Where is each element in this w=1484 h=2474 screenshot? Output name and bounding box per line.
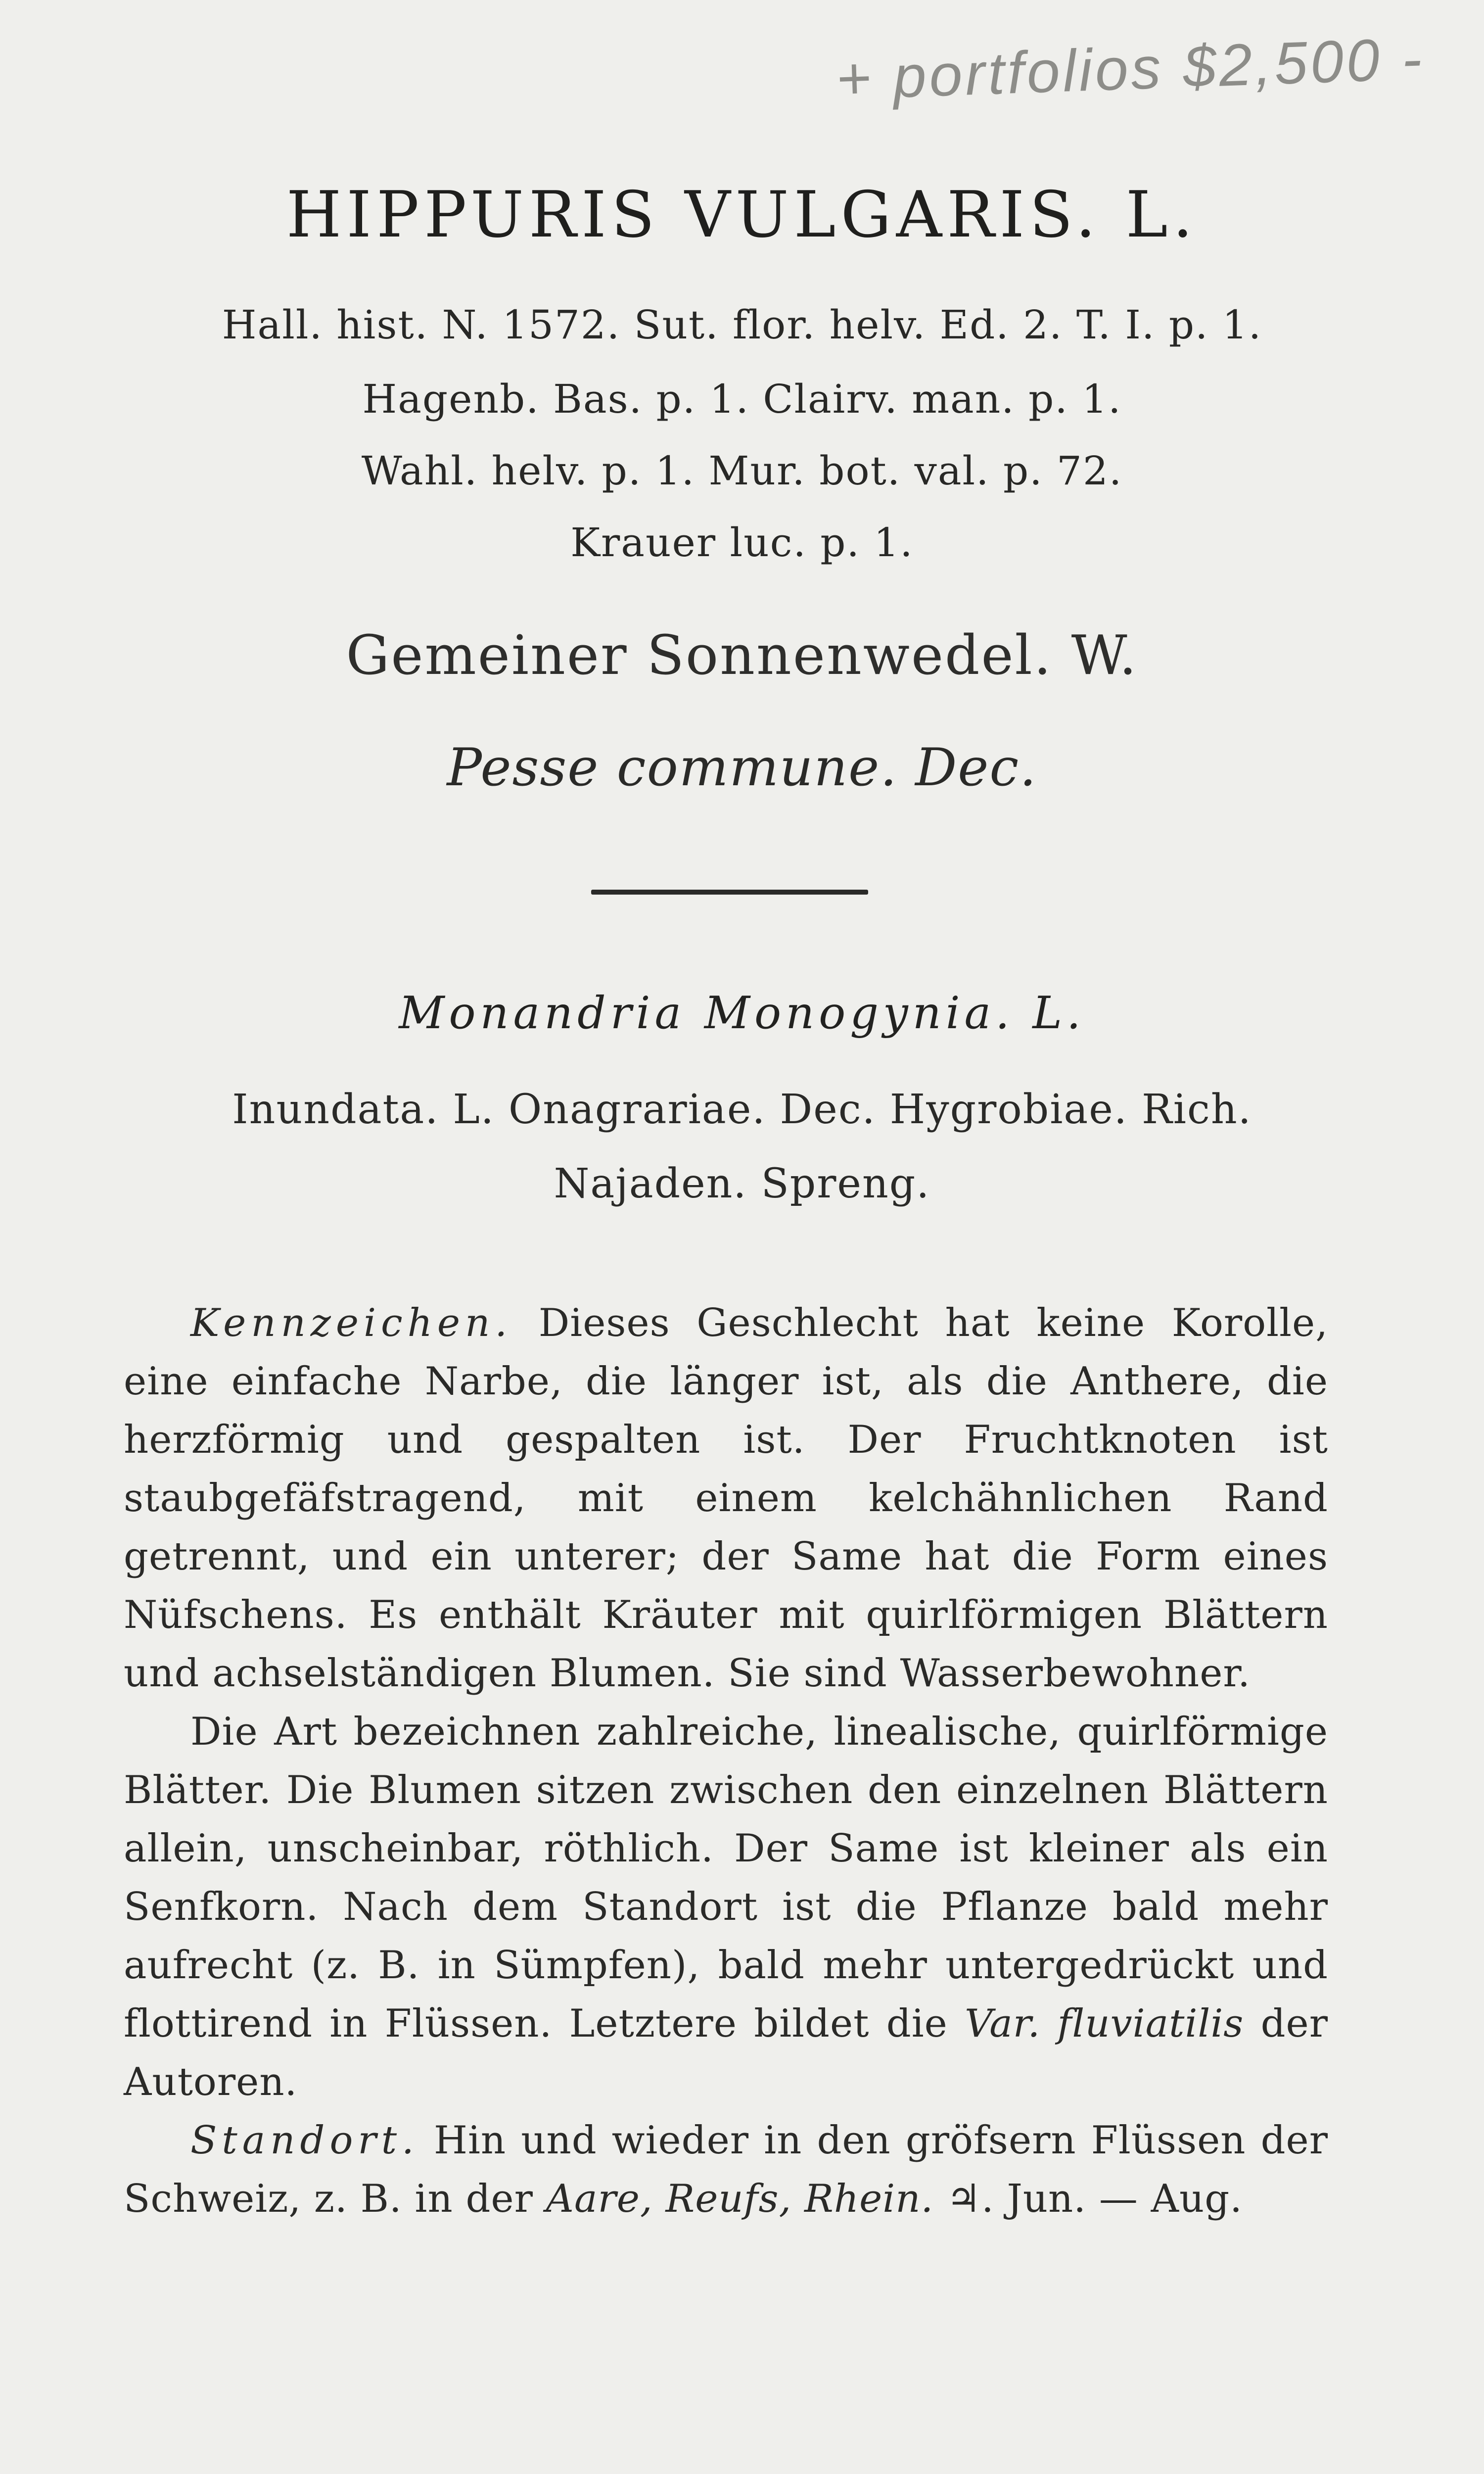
standort-places: Aare, Reufs, Rhein.: [546, 2177, 934, 2221]
kennzeichen-paragraph: [124, 1294, 1328, 1703]
reference-line-4: Krauer luc. p. 1.: [570, 520, 914, 566]
kennzeichen-text: Dieses Geschlecht hat keine Korolle, eine einfache Narbe, die länger ist, als die Anthere, die herzförmig und gespalten ist. Der Fruchtknoten ist staubgefäfstragend, mit einem kelchähnlichen Rand getrennt, und ein unterer; der Same hat die Form eines Nüfschens. Es enthält Kräuter mit quirlförmigen Blättern und achselständigen Blumen. Sie sind Wasserbewohner.: [124, 1301, 1328, 1696]
species-title: HIPPURIS VULGARIS. L.: [286, 178, 1198, 252]
handwritten-note: + portfolios $2,500 -: [835, 25, 1426, 112]
linnaean-class: Monandria Monogynia. L.: [399, 987, 1085, 1039]
art-text: Die Art bezeichnen zahlreiche, linealische, quirlförmige Blätter. Die Blumen sitzen zwischen den einzelnen Blättern allein, unscheinbar, röthlich. Der Same ist kleiner als ein Senfkorn. Nach dem Standort ist die Pflanze bald mehr aufrecht (z. B. in Sümpfen), bald mehr untergedrückt und flottirend in Flüssen. Letztere bildet die: [124, 1710, 1328, 2046]
variety-name: Var. fluviatilis: [965, 2001, 1244, 2046]
perennial-symbol: ♃.: [933, 2177, 1007, 2221]
family-line-2: Najaden. Spreng.: [554, 1160, 930, 1207]
french-common-name: Pesse commune. Dec.: [447, 737, 1037, 798]
standort-text: Hin und wieder in den gröfsern Flüssen der Schweiz, z. B. in der: [124, 2118, 1328, 2221]
reference-line-3: Wahl. helv. p. 1. Mur. bot. val. p. 72.: [361, 448, 1123, 494]
standort-label: Standort.: [190, 2118, 419, 2163]
description-body: [124, 1294, 1328, 2228]
divider-rule: [591, 890, 868, 895]
kennzeichen-label: Kennzeichen.: [190, 1301, 512, 1345]
flowering-period: Jun. — Aug.: [1007, 2177, 1243, 2221]
art-paragraph: [124, 1703, 1328, 2111]
art-tail: der Autoren.: [124, 2001, 1328, 2104]
standort-paragraph: [124, 2111, 1328, 2228]
german-common-name: Gemeiner Sonnenwedel. W.: [346, 623, 1138, 687]
reference-line-2: Hagenb. Bas. p. 1. Clairv. man. p. 1.: [362, 376, 1122, 422]
reference-line-1: Hall. hist. N. 1572. Sut. flor. helv. Ed. 2. T. I. p. 1.: [222, 302, 1262, 348]
family-line-1: Inundata. L. Onagrariae. Dec. Hygrobiae. Rich.: [232, 1086, 1252, 1133]
